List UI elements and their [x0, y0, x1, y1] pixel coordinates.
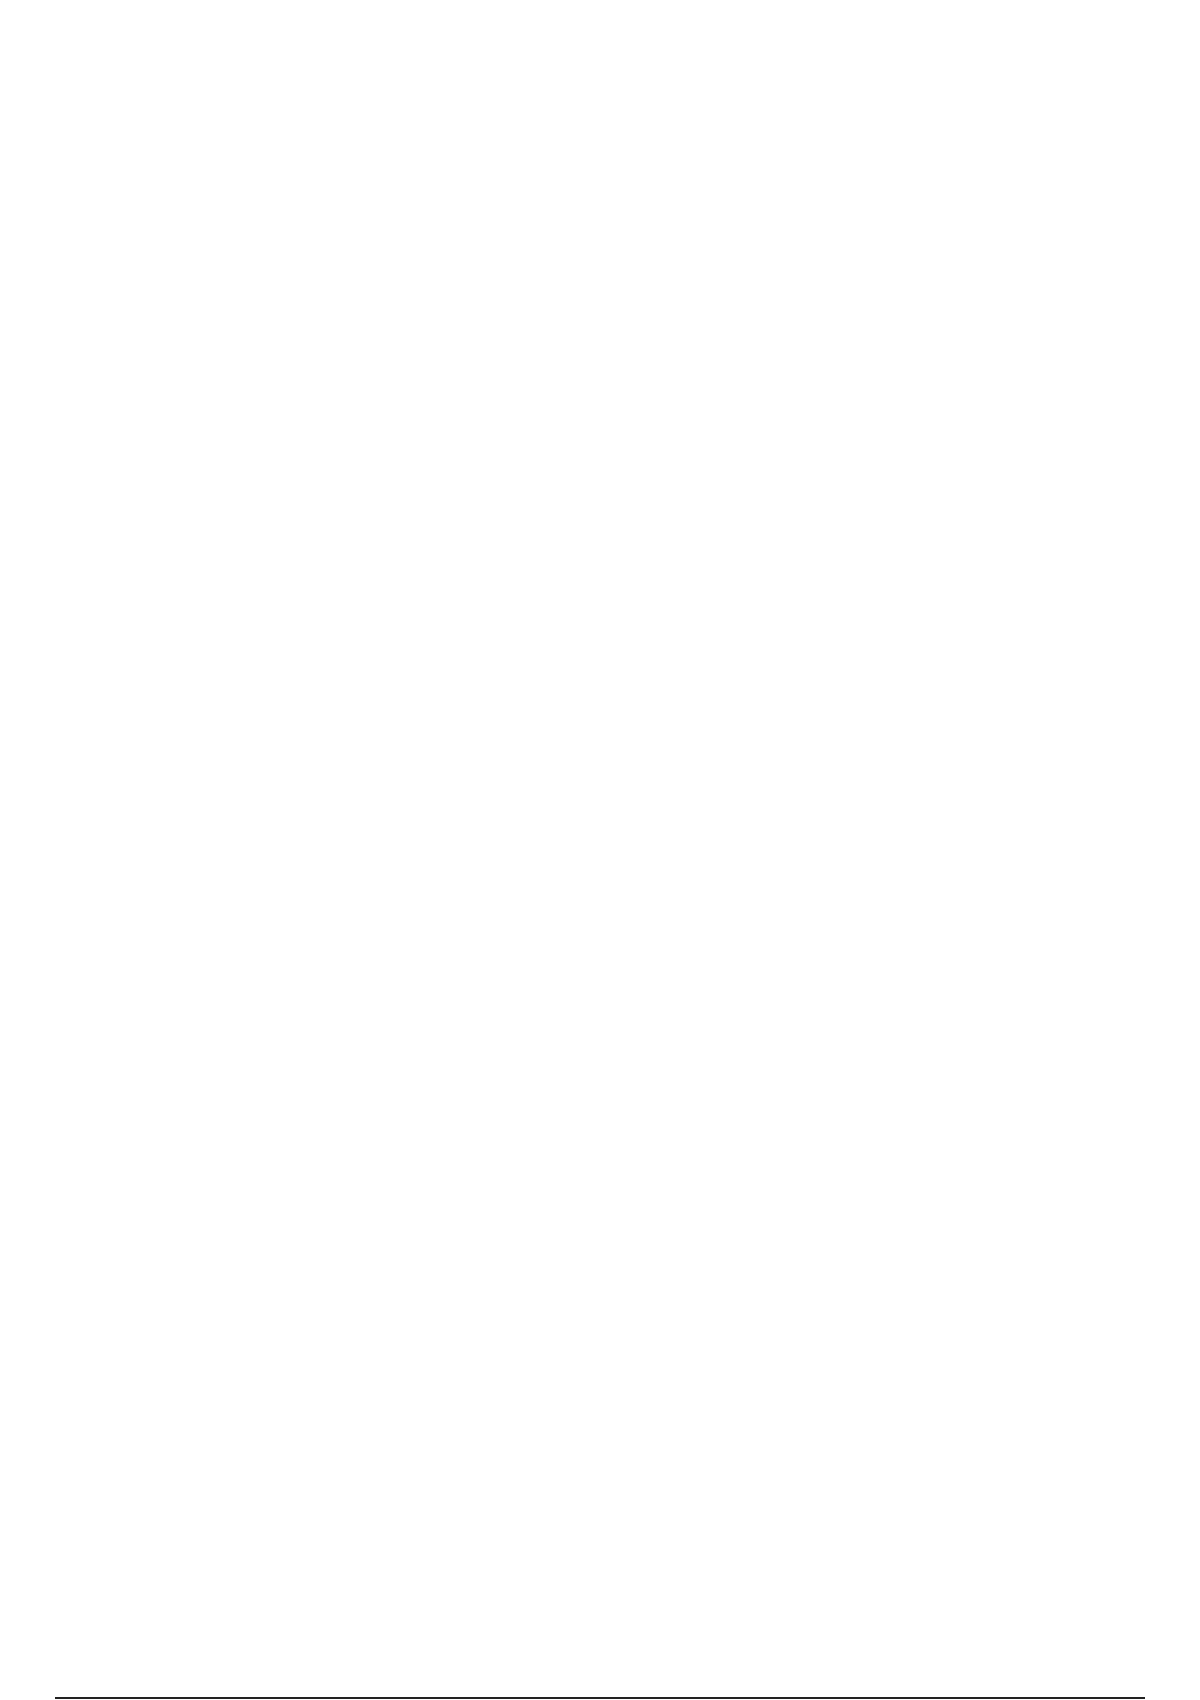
document-title — [0, 143, 1200, 179]
page-bottom-rule — [55, 1697, 1145, 1699]
